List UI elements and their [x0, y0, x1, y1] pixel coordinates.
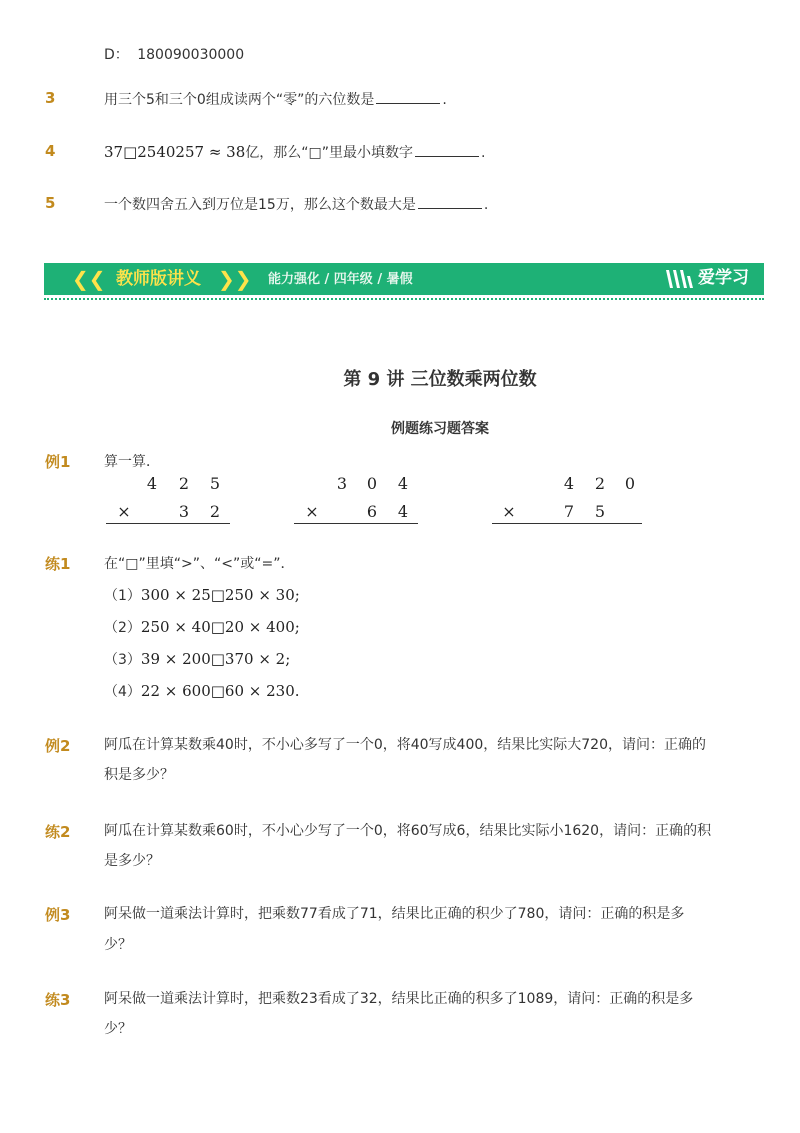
question-4-number: 4 [45, 142, 56, 160]
question-5-end: . [483, 197, 489, 213]
mul3-bottom-digit: 5 [594, 502, 606, 521]
practice-2-label: 练2 [45, 823, 71, 841]
practice-1-item [104, 585, 300, 606]
question-4 [104, 142, 485, 163]
mul3-top-digit: 2 [594, 474, 606, 493]
question-4-math: 37□2540257 ≈ 38 [104, 143, 246, 161]
question-3 [104, 89, 447, 110]
lecture-title: 第 9 讲 三位数乘两位数 [343, 369, 537, 390]
mul2-top-digit: 0 [366, 474, 378, 493]
option-d [104, 45, 244, 65]
example-1-text: 算一算． [104, 454, 160, 470]
item-expression: 250 × 40□20 × 400; [140, 618, 300, 636]
answer-blank [415, 142, 479, 157]
example-1-label: 例1 [45, 453, 71, 471]
mul1-sign: × [117, 502, 131, 521]
lecture-subtitle: 例题练习题答案 [391, 421, 489, 437]
answer-blank [376, 89, 440, 104]
mul1-bottom-digit: 2 [209, 502, 221, 521]
item-number: （3） [104, 652, 141, 668]
practice-1-item [104, 617, 300, 638]
item-expression: 22 × 600□60 × 230. [140, 682, 300, 700]
banner-divider [44, 298, 764, 300]
option-d-value: 180090030000 [137, 47, 245, 63]
chevrons-left-icon: ❮❮ [72, 267, 106, 291]
mul2-top-digit: 4 [397, 474, 409, 493]
practice-1-text: 在“□”里填“>”、“<”或“=”． [104, 556, 295, 572]
example-2-line1: 阿瓜在计算某数乘40时，不小心多写了一个0，将40写成400，结果比实际大720，请问：正确的 [104, 737, 706, 753]
question-3-number: 3 [45, 89, 56, 107]
example-3-label: 例3 [45, 906, 71, 924]
question-5-number: 5 [45, 194, 56, 212]
banner-subtitle: 能力强化 / 四年级 / 暑假 [268, 272, 413, 287]
mul3-top-digit: 4 [563, 474, 575, 493]
practice-1-item [104, 681, 300, 702]
mul2-bottom-digit: 6 [366, 502, 378, 521]
brand-name: 爱学习 [698, 268, 749, 288]
question-4-end: . [481, 145, 486, 161]
practice-2-line2: 是多少？ [104, 853, 160, 869]
mul3-top-digit: 0 [624, 474, 636, 493]
answer-blank [418, 194, 482, 209]
mul1-top-digit: 2 [178, 474, 190, 493]
question-5-text: 一个数四舍五入到万位是15万，那么这个数最大是 [104, 197, 416, 213]
question-3-text: 用三个5和三个0组成读两个“零”的六位数是 [104, 92, 375, 108]
question-3-end: . [442, 92, 447, 108]
mul3-line [492, 523, 642, 524]
question-4-text: 亿，那么“□”里最小填数字 [245, 145, 413, 161]
mul1-line [106, 523, 230, 524]
practice-2-line1: 阿瓜在计算某数乘60时，不小心少写了一个0，将60写成6，结果比实际小1620，请问：正确的积 [104, 823, 712, 839]
item-expression: 39 × 200□370 × 2; [140, 650, 291, 668]
option-d-label: D： [104, 47, 129, 63]
mul1-top-digit: 4 [146, 474, 158, 493]
example-3-line1: 阿呆做一道乘法计算时，把乘数77看成了71，结果比正确的积少了780，请问：正确的积是多 [104, 906, 685, 922]
mul2-top-digit: 3 [336, 474, 348, 493]
item-expression: 300 × 25□250 × 30; [140, 586, 300, 604]
mul2-line [294, 523, 418, 524]
question-5 [104, 194, 488, 215]
practice-3-line1: 阿呆做一道乘法计算时，把乘数23看成了32，结果比正确的积多了1089，请问：正确的积是多 [104, 991, 694, 1007]
mul2-sign: × [305, 502, 319, 521]
mul2-bottom-digit: 4 [397, 502, 409, 521]
practice-1-item [104, 649, 290, 670]
mul1-bottom-digit: 3 [178, 502, 190, 521]
item-number: （4） [104, 684, 141, 700]
mul3-sign: × [502, 502, 516, 521]
item-number: （2） [104, 620, 141, 636]
example-3-line2: 少？ [104, 937, 132, 953]
banner-title: 教师版讲义 [116, 269, 201, 289]
example-2-line2: 积是多少？ [104, 767, 174, 783]
practice-3-label: 练3 [45, 991, 71, 1009]
practice-1-label: 练1 [45, 555, 71, 573]
item-number: （1） [104, 588, 141, 604]
practice-3-line2: 少？ [104, 1021, 132, 1037]
mul3-bottom-digit: 7 [563, 502, 575, 521]
mul1-top-digit: 5 [209, 474, 221, 493]
brand-logo-icon [664, 266, 694, 292]
example-2-label: 例2 [45, 737, 71, 755]
chevrons-right-icon: ❯❯ [218, 267, 252, 291]
